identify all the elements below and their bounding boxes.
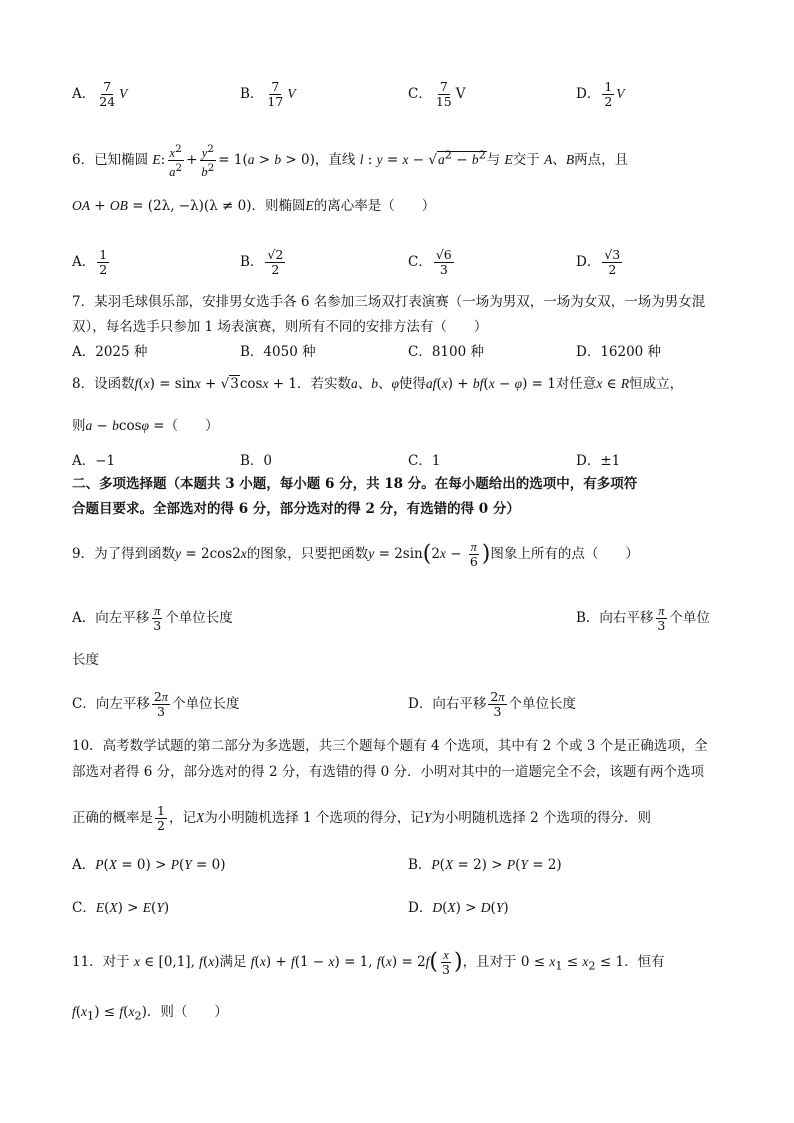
q10-line3: 正确的概率是 $\frac{1}{2}$ ，记X为小明随机选择 1 个选项的得分，记Y为小明随机选择 2 个选项的得分．则 xyxy=(72,803,652,833)
q8-option-c: C．1 xyxy=(408,453,441,469)
q6-line1: 6．已知椭圆 E: $\frac{x^2}{a^2}$ + $\frac{y^2}{b^2}$ = 1(a > b > 0)，直线 l : $y = x - √a^2 - b^2$与 E交于 A、B两点，且 xyxy=(72,143,629,180)
q10-line2: 部选对者得 6 分，部分选对的得 2 分，有选错的得 0 分．小明对其中的一道题完全不会，该题有两个选项 xyxy=(72,764,705,780)
q5-option-a: A． $\frac{7}{24}$ V xyxy=(72,79,128,109)
q9-option-a: A．向左平移 $\frac{\pi}{3}$ 个单位长度 xyxy=(72,604,233,633)
q11-line2: $f(x_1) \le f(x_2)$．则（ ） xyxy=(72,1004,228,1023)
q8-line1: 8．设函数f(x) = sinx + √3cosx + 1．若实数a、b、φ使得af(x) + bf(x − φ) = 1对任意x ∈ R恒成立， xyxy=(72,376,684,392)
q6-option-d: D． $\frac{√3}{2}$ xyxy=(576,247,621,277)
q7-option-a: A．2025 种 xyxy=(72,344,148,360)
q10-option-a: A．P(X = 0) > P(Y = 0) xyxy=(72,857,226,873)
q6-option-b: B． $\frac{√2}{2}$ xyxy=(240,247,284,277)
q11-line1: 11．对于 x ∈ [0,1], f(x)满足 f(x) + f(1 − x) = 1, f(x) = 2f( $\frac{x}{3}$ )，且对于 $0 \le x_1 \le x_2 \le 1$．恒有 xyxy=(72,948,665,977)
q5-option-b: B． $\frac{7}{17}$ V xyxy=(240,79,296,109)
q8-option-a: A．−1 xyxy=(72,453,116,469)
q9-option-b-wrap: 长度 xyxy=(72,652,99,668)
q5-option-c: C． $\frac{7}{15}$ V xyxy=(408,79,466,109)
q9-option-d: D．向右平移 $\frac{2\pi}{3}$ 个单位长度 xyxy=(408,689,577,719)
q7-option-c: C．8100 种 xyxy=(408,344,484,360)
q7-option-b: B．4050 种 xyxy=(240,344,316,360)
q7-line1: 7．某羽毛球俱乐部，安排男女选手各 6 名参加三场双打表演赛（一场为男双，一场为女双，一场为男女混 xyxy=(72,294,706,310)
q10-option-d: D．D(X) > D(Y) xyxy=(408,900,509,916)
q9-option-b: B．向右平移 $\frac{\pi}{3}$ 个单位 xyxy=(576,604,710,633)
q10-option-b: B．P(X = 2) > P(Y = 2) xyxy=(408,857,562,873)
q10-line1: 10．高考数学试题的第二部分为多选题，共三个题每个题有 4 个选项，其中有 2 个或 3 个是正确选项，全 xyxy=(72,738,708,754)
q7-option-d: D．16200 种 xyxy=(576,344,662,360)
q6-line2: OA + OB = (2λ, −λ)(λ ≠ 0)．则椭圆E的离心率是（ ） xyxy=(72,198,436,214)
q6-option-c: C． $\frac{√6}{3}$ xyxy=(408,247,452,277)
q8-line2: 则a − bcosφ =（ ） xyxy=(72,418,219,434)
q7-line2: 双），每名选手只参加 1 场表演赛，则所有不同的安排方法有（ ） xyxy=(72,319,488,335)
q10-option-c: C．E(X) > E(Y) xyxy=(72,900,170,916)
section2-heading-line2: 合题目要求。全部选对的得 6 分，部分选对的得 2 分，有选错的得 0 分） xyxy=(72,501,520,517)
q8-option-b: B．0 xyxy=(240,453,273,469)
q9-option-c: C．向左平移 $\frac{2\pi}{3}$ 个单位长度 xyxy=(72,689,240,719)
q9-stem: 9．为了得到函数y = 2cos2x的图象，只要把函数y = 2sin(2x − $\frac{\pi}{6}$ )图象上所有的点（ ） xyxy=(72,540,639,569)
section2-heading-line1: 二、多项选择题（本题共 3 小题，每小题 6 分，共 18 分。在每小题给出的选项中，有多项符 xyxy=(72,476,638,492)
q5-option-d: D． $\frac{1}{2}$ V xyxy=(576,79,625,109)
q8-option-d: D．±1 xyxy=(576,453,621,469)
q6-option-a: A． $\frac{1}{2}$ xyxy=(72,247,108,277)
